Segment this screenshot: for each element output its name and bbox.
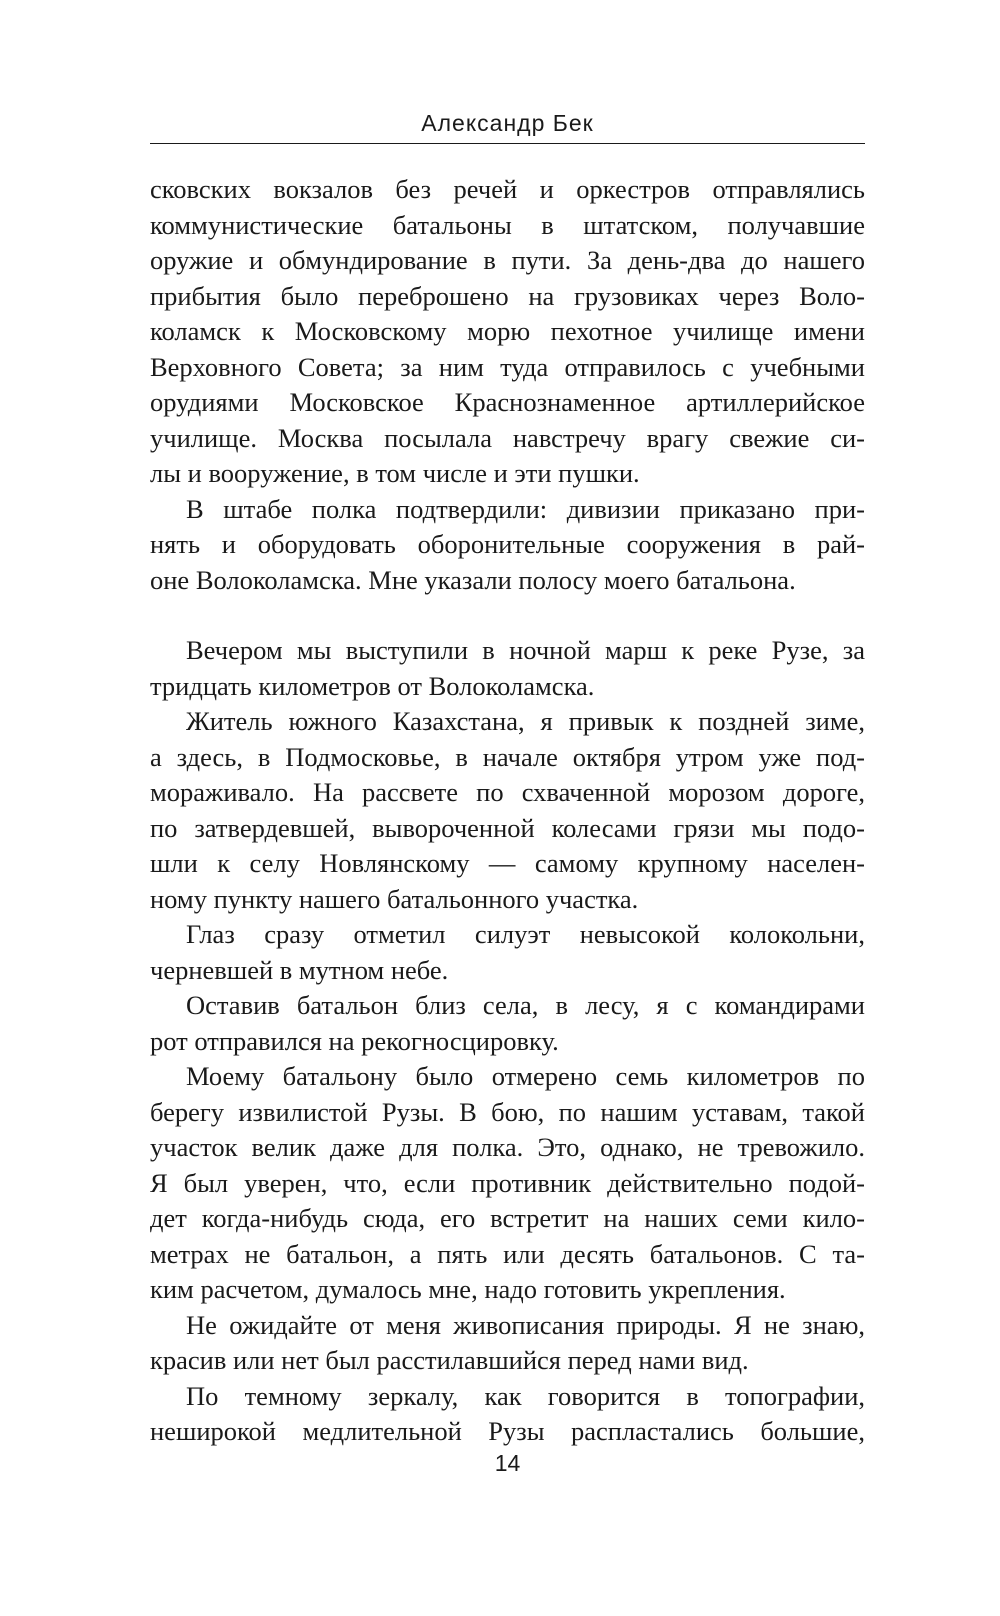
paragraph [150,988,865,1059]
paragraph [150,917,865,988]
text-line: рот отправился на рекогносцировку. [150,1025,559,1056]
text-line: неширокой медлительной Рузы распластались большие, [150,1416,865,1446]
text-line: коламск к Московскому морю пехотное училище имени [150,316,865,346]
text-line: берегу извилистой Рузы. В бою, по нашим уставам, такой [150,1096,865,1127]
text-line: ному пункту нашего батальонного участка. [150,883,639,914]
text-line: нять и оборудовать оборонительные сооружения в рай- [150,529,865,559]
text-line: мораживало. На рассвете по схваченной морозом дороге, [150,777,865,807]
text-line: По темному зеркалу, как говорится в топографии, [186,1380,865,1411]
text-line: Глаз сразу отметил силуэт невысокой колокольни, [186,919,865,949]
text-line: Моему батальону было отмерено семь километров по [186,1061,865,1091]
text-line: сковских вокзалов без речей и оркестров отправлялись [150,174,865,204]
header-rule [150,143,865,144]
text-line: шли к селу Новлянскому — самому крупному населен- [150,848,865,878]
text-line: красив или нет был расстилавшийся перед нами вид. [150,1345,749,1375]
text-line: черневшей в мутном небе. [150,954,449,985]
section-break [150,598,865,633]
text-line: Вечером мы выступили в ночной марш к реке Рузе, за [186,635,865,665]
paragraph [150,172,865,492]
running-head-author: Александр Бек [421,110,594,136]
text-line: тридцать километров от Волоколамска. [150,670,595,701]
text-line: метрах не батальон, а пять или десять батальонов. С та- [150,1238,865,1269]
text-line: Оставив батальон близ села, в лесу, я с командирами [186,990,865,1020]
paragraph [150,633,865,704]
paragraph [150,1059,865,1308]
text-line: прибытия было переброшено на грузовиках через Воло- [150,280,865,311]
text-line: орудиями Московское Краснознаменное артиллерийское [150,387,865,417]
text-line: дет когда-нибудь сюда, его встретит на наших семи кило- [150,1203,865,1233]
page-body [150,172,865,1450]
paragraph [150,1308,865,1379]
text-line: по затвердевшей, вывороченной колесами грязи мы подо- [150,812,865,843]
text-line: Житель южного Казахстана, я привык к поздней зиме, [186,706,865,736]
text-line: лы и вооружение, в том числе и эти пушки. [150,458,640,488]
text-line: а здесь, в Подмосковье, в начале октября утром уже под- [150,741,865,772]
text-line: училище. Москва посылала навстречу врагу свежие си- [150,422,865,453]
text-line: оружие и обмундирование в пути. За день-два до нашего [150,245,865,275]
text-line: Верховного Совета; за ним туда отправилось с учебными [150,351,865,382]
text-line: В штабе полка подтвердили: дивизии приказано при- [186,493,865,524]
text-line: ким расчетом, думалось мне, надо готовить укрепления. [150,1274,786,1304]
text-line: коммунистические батальоны в штатском, получавшие [150,209,865,240]
text-line: Я был уверен, что, если противник действительно подой- [150,1167,865,1198]
paragraph [150,1379,865,1450]
text-line: оне Волоколамска. Мне указали полосу моего батальона. [150,564,796,595]
text-line: участок велик даже для полка. Это, однако, не тревожило. [150,1132,865,1162]
paragraph [150,492,865,599]
page-number: 14 [494,1450,521,1476]
text-line: Не ожидайте от меня живописания природы. Я не знаю, [186,1309,865,1340]
paragraph [150,704,865,917]
